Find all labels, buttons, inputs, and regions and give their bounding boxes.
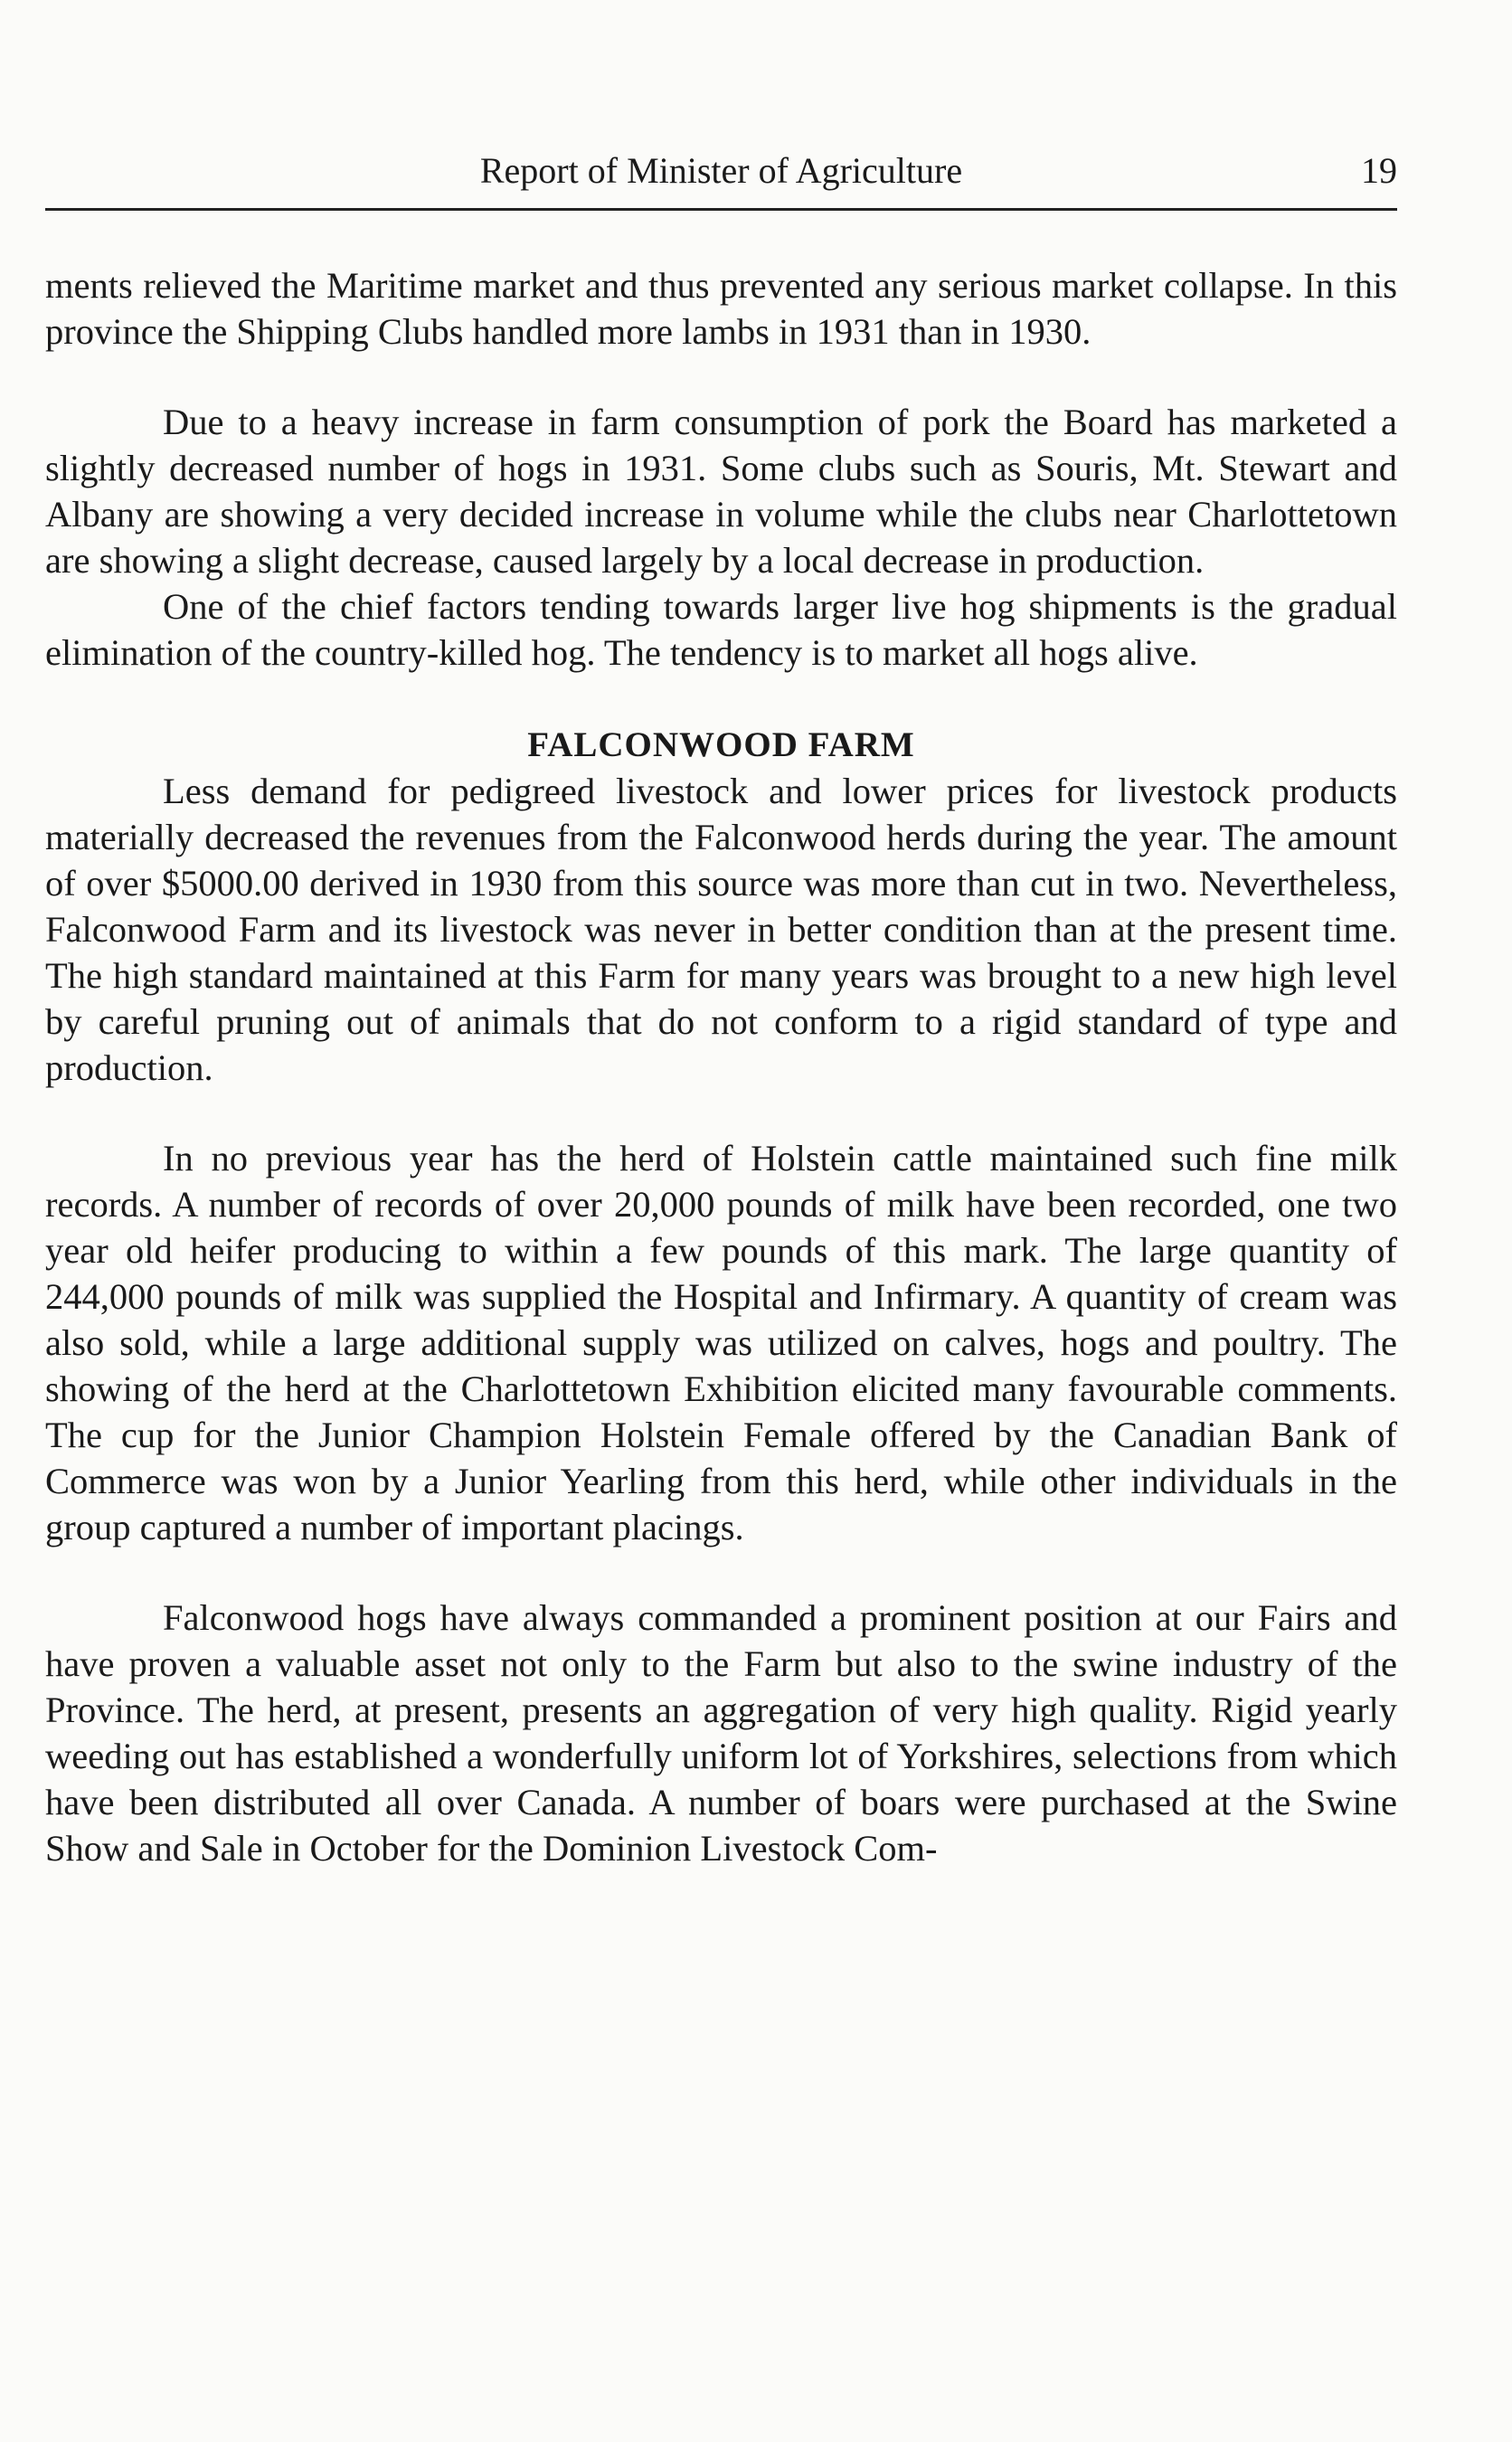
paragraph-falconwood-hogs: Falconwood hogs have always commanded a prominent position at our Fairs and have proven a valuable asset not only to the Farm but also to the swine industry of the Province. The herd, at present, presents an aggregation of very high quality. Rigid yearly weeding out has established a wonderfully uniform lot of Yorkshires, selections from which have been distributed all over Canada. A number of boars were purchased at the Swine Show and Sale in October for the Dominion Livestock Com-	[45, 1597, 1397, 1869]
paragraph-hog-marketing: Due to a heavy increase in farm consumption of pork the Board has marketed a slightly decreased number of hogs in 1931. Some clubs such as Souris, Mt. Stewart and Albany are showing a very decided increase in volume while the clubs near Charlottetown are showing a slight decrease, caused largely by a local decrease in production.	[45, 402, 1397, 581]
paragraph-falconwood-revenues: Less demand for pedigreed livestock and lower prices for livestock products materially decreased the revenues from the Falconwood herds during the year. The amount of over $5000.00 derived in 1930 from this source was more than cut in two. Nevertheless, Falconwood Farm and its livestock was never in better condition than at the present time. The high standard maintained at this Farm for many years was brought to a new high level by careful pruning out of animals that do not conform to a rigid standard of type and production.	[45, 771, 1397, 1088]
page-number: 19	[1361, 150, 1397, 191]
section-heading: FALCONWOOD FARM	[527, 725, 915, 764]
paragraph-holstein-herd: In no previous year has the herd of Holstein cattle maintained such fine milk records. A number of records of over 20,000 pounds of milk have been recorded, one two year old heifer producing to within a few pounds of this mark. The large quantity of 244,000 pounds of milk was supplied the Hospital and Infirmary. A quantity of cream was also sold, while a large additional supply was utilized on calves, hogs and poultry. The showing of the herd at the Charlottetown Exhibition elicited many favourable comments. The cup for the Junior Champion Holstein Female offered by the Canadian Bank of Commerce was won by a Junior Yearling from this herd, while other individuals in the group captured a number of important placings.	[45, 1138, 1397, 1548]
header-title: Report of Minister of Agriculture	[479, 150, 963, 191]
running-header	[45, 145, 1397, 211]
body-text	[45, 262, 1397, 1871]
paragraph-lamb-shipping: ments relieved the Maritime market and thus prevented any serious market collapse. In this province the Shipping Clubs handled more lambs in 1931 than in 1930.	[45, 265, 1397, 352]
paragraph-live-hog-shipments: One of the chief factors tending towards larger live hog shipments is the gradual elimination of the country-killed hog. The tendency is to market all hogs alive.	[45, 586, 1397, 673]
